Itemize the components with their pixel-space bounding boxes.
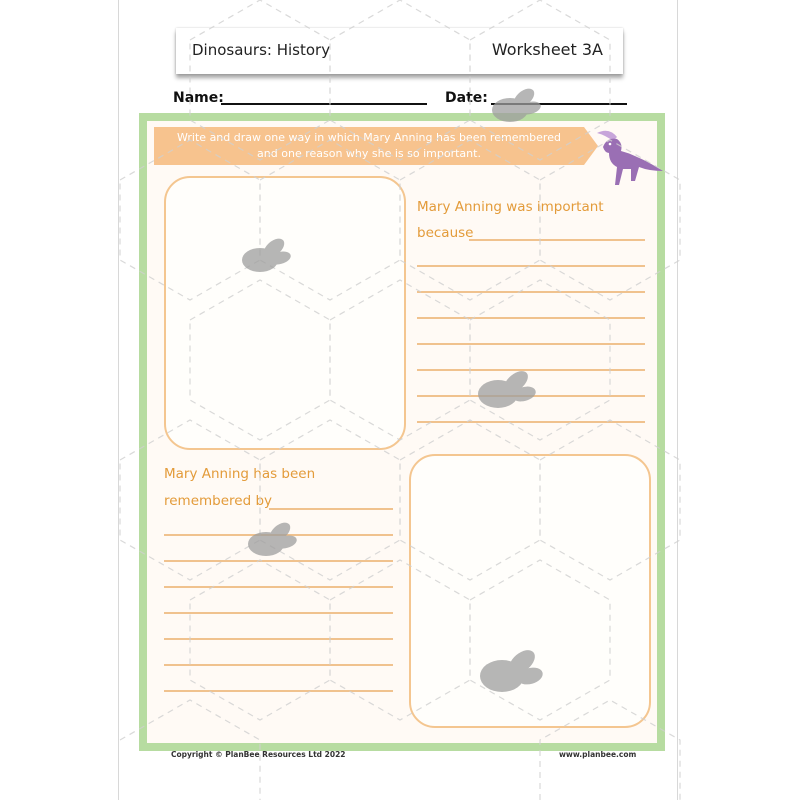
writing-line[interactable] [417,343,645,345]
writing-line[interactable] [164,638,393,640]
worksheet-number: Worksheet 3A [491,40,603,59]
writing-line[interactable] [164,586,393,588]
activity-frame [139,113,665,751]
writing-line[interactable] [417,421,645,423]
writing-line[interactable] [417,291,645,293]
name-label: Name: [173,90,224,106]
instruction-banner [154,127,584,165]
writing-line[interactable] [417,369,645,371]
writing-line[interactable] [164,534,393,536]
important-prompt-line-1: Mary Anning was important [417,199,604,215]
date-label: Date: [445,90,488,106]
writing-line[interactable] [269,508,393,510]
title-banner [176,28,623,74]
worksheet-page [118,0,678,800]
writing-line[interactable] [469,239,645,241]
writing-line[interactable] [164,612,393,614]
drawing-box-2[interactable] [409,454,651,728]
copyright-text: Copyright © PlanBee Resources Ltd 2022 [171,750,346,759]
name-field[interactable] [221,103,427,105]
writing-line[interactable] [417,395,645,397]
writing-line[interactable] [417,317,645,319]
drawing-box-1[interactable] [164,176,406,450]
writing-line[interactable] [164,664,393,666]
remembered-prompt-line-2: remembered by [164,493,273,509]
instruction-line-1: Write and draw one way in which Mary Anning has been remembered [177,131,561,144]
writing-line[interactable] [164,690,393,692]
writing-line[interactable] [417,265,645,267]
writing-line[interactable] [164,560,393,562]
dinosaur-illustration [587,127,667,191]
important-prompt-line-2: because [417,225,474,241]
date-field[interactable] [491,103,627,105]
worksheet-title: Dinosaurs: History [192,41,331,59]
remembered-prompt-line-1: Mary Anning has been [164,466,316,482]
instruction-line-2: and one reason why she is so important. [257,147,481,160]
website-link[interactable]: www.planbee.com [559,750,637,759]
